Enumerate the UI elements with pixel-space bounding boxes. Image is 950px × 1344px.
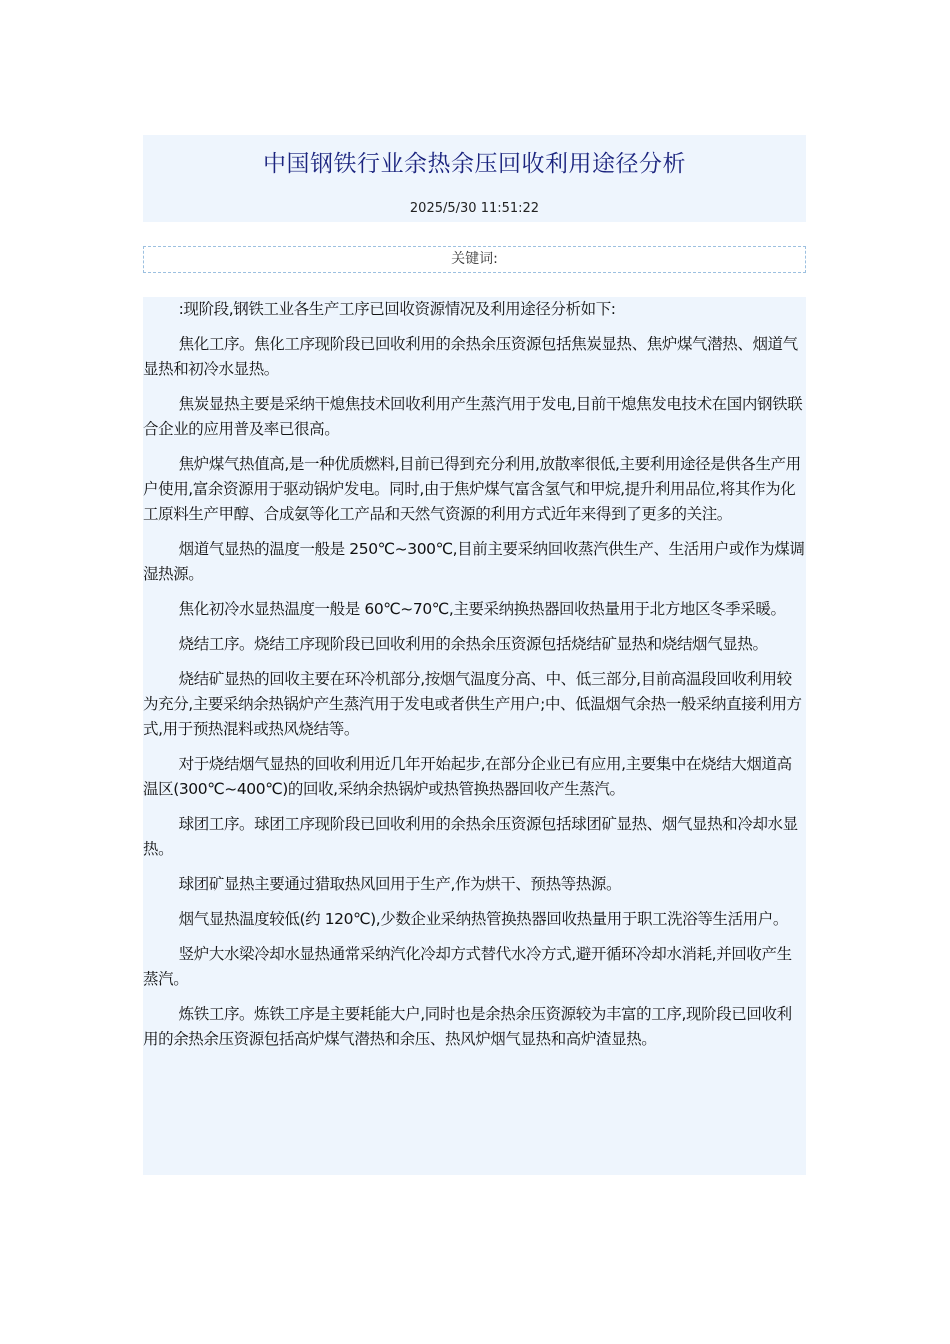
paragraph: 焦炭显热主要是采纳干熄焦技术回收利用产生蒸汽用于发电,目前干熄焦发电技术在国内钢铁联合企业的应用普及率已很高。 [143,395,803,438]
paragraph: 烧结矿显热的回收主要在环冷机部分,按烟气温度分高、中、低三部分,目前高温段回收利用较为充分,主要采纳余热锅炉产生蒸汽用于发电或者供生产用户;中、低温烟气余热一般采纳直接利用方式,用于预热混料或热风烧结等。 [143,670,802,738]
article-body [143,297,806,1175]
paragraph: 烟气显热温度较低(约 120℃),少数企业采纳热管换热器回收热量用于职工洗浴等生活用户。 [178,910,788,928]
paragraph: 焦化工序。焦化工序现阶段已回收利用的余热余压资源包括焦炭显热、焦炉煤气潜热、烟道气显热和初冷水显热。 [143,335,798,378]
paragraph: 烟道气显热的温度一般是 250℃~300℃,目前主要采纳回收蒸汽供生产、生活用户或作为煤调湿热源。 [143,540,805,583]
paragraph: 焦化初冷水显热温度一般是 60℃~70℃,主要采纳换热器回收热量用于北方地区冬季采暖。 [178,600,786,618]
paragraph: 竖炉大水梁冷却水显热通常采纳汽化冷却方式替代水冷方式,避开循环冷却水消耗,并回收产生蒸汽。 [143,945,792,988]
paragraph: 焦炉煤气热值高,是一种优质燃料,目前已得到充分利用,放散率很低,主要利用途径是供各生产用户使用,富余资源用于驱动锅炉发电。同时,由于焦炉煤气富含氢气和甲烷,提升利用品位,将其作为化工原料生产甲醇、合成氨等化工产品和天然气资源的利用方式近年来得到了更多的关注。 [143,455,801,523]
paragraph: 球团矿显热主要通过猎取热风回用于生产,作为烘干、预热等热源。 [178,875,622,893]
paragraph: 炼铁工序。炼铁工序是主要耗能大户,同时也是余热余压资源较为丰富的工序,现阶段已回收利用的余热余压资源包括高炉煤气潜热和余压、热风炉烟气显热和高炉渣显热。 [143,1005,792,1048]
article-title: 中国钢铁行业余热余压回收利用途径分析 [263,151,686,177]
keywords-label: 关键词: [143,246,806,273]
paragraph: 对于烧结烟气显热的回收利用近几年开始起步,在部分企业已有应用,主要集中在烧结大烟道高温区(300℃~400℃)的回收,采纳余热锅炉或热管换热器回收产生蒸汽。 [143,755,792,798]
paragraph: :现阶段,钢铁工业各生产工序已回收资源情况及利用途径分析如下: [178,300,616,318]
paragraph: 球团工序。球团工序现阶段已回收利用的余热余压资源包括球团矿显热、烟气显热和冷却水显热。 [143,815,798,858]
article-header [143,135,806,222]
paragraph: 烧结工序。烧结工序现阶段已回收利用的余热余压资源包括烧结矿显热和烧结烟气显热。 [178,635,768,653]
article-date: 2025/5/30 11:51:22 [409,201,540,216]
